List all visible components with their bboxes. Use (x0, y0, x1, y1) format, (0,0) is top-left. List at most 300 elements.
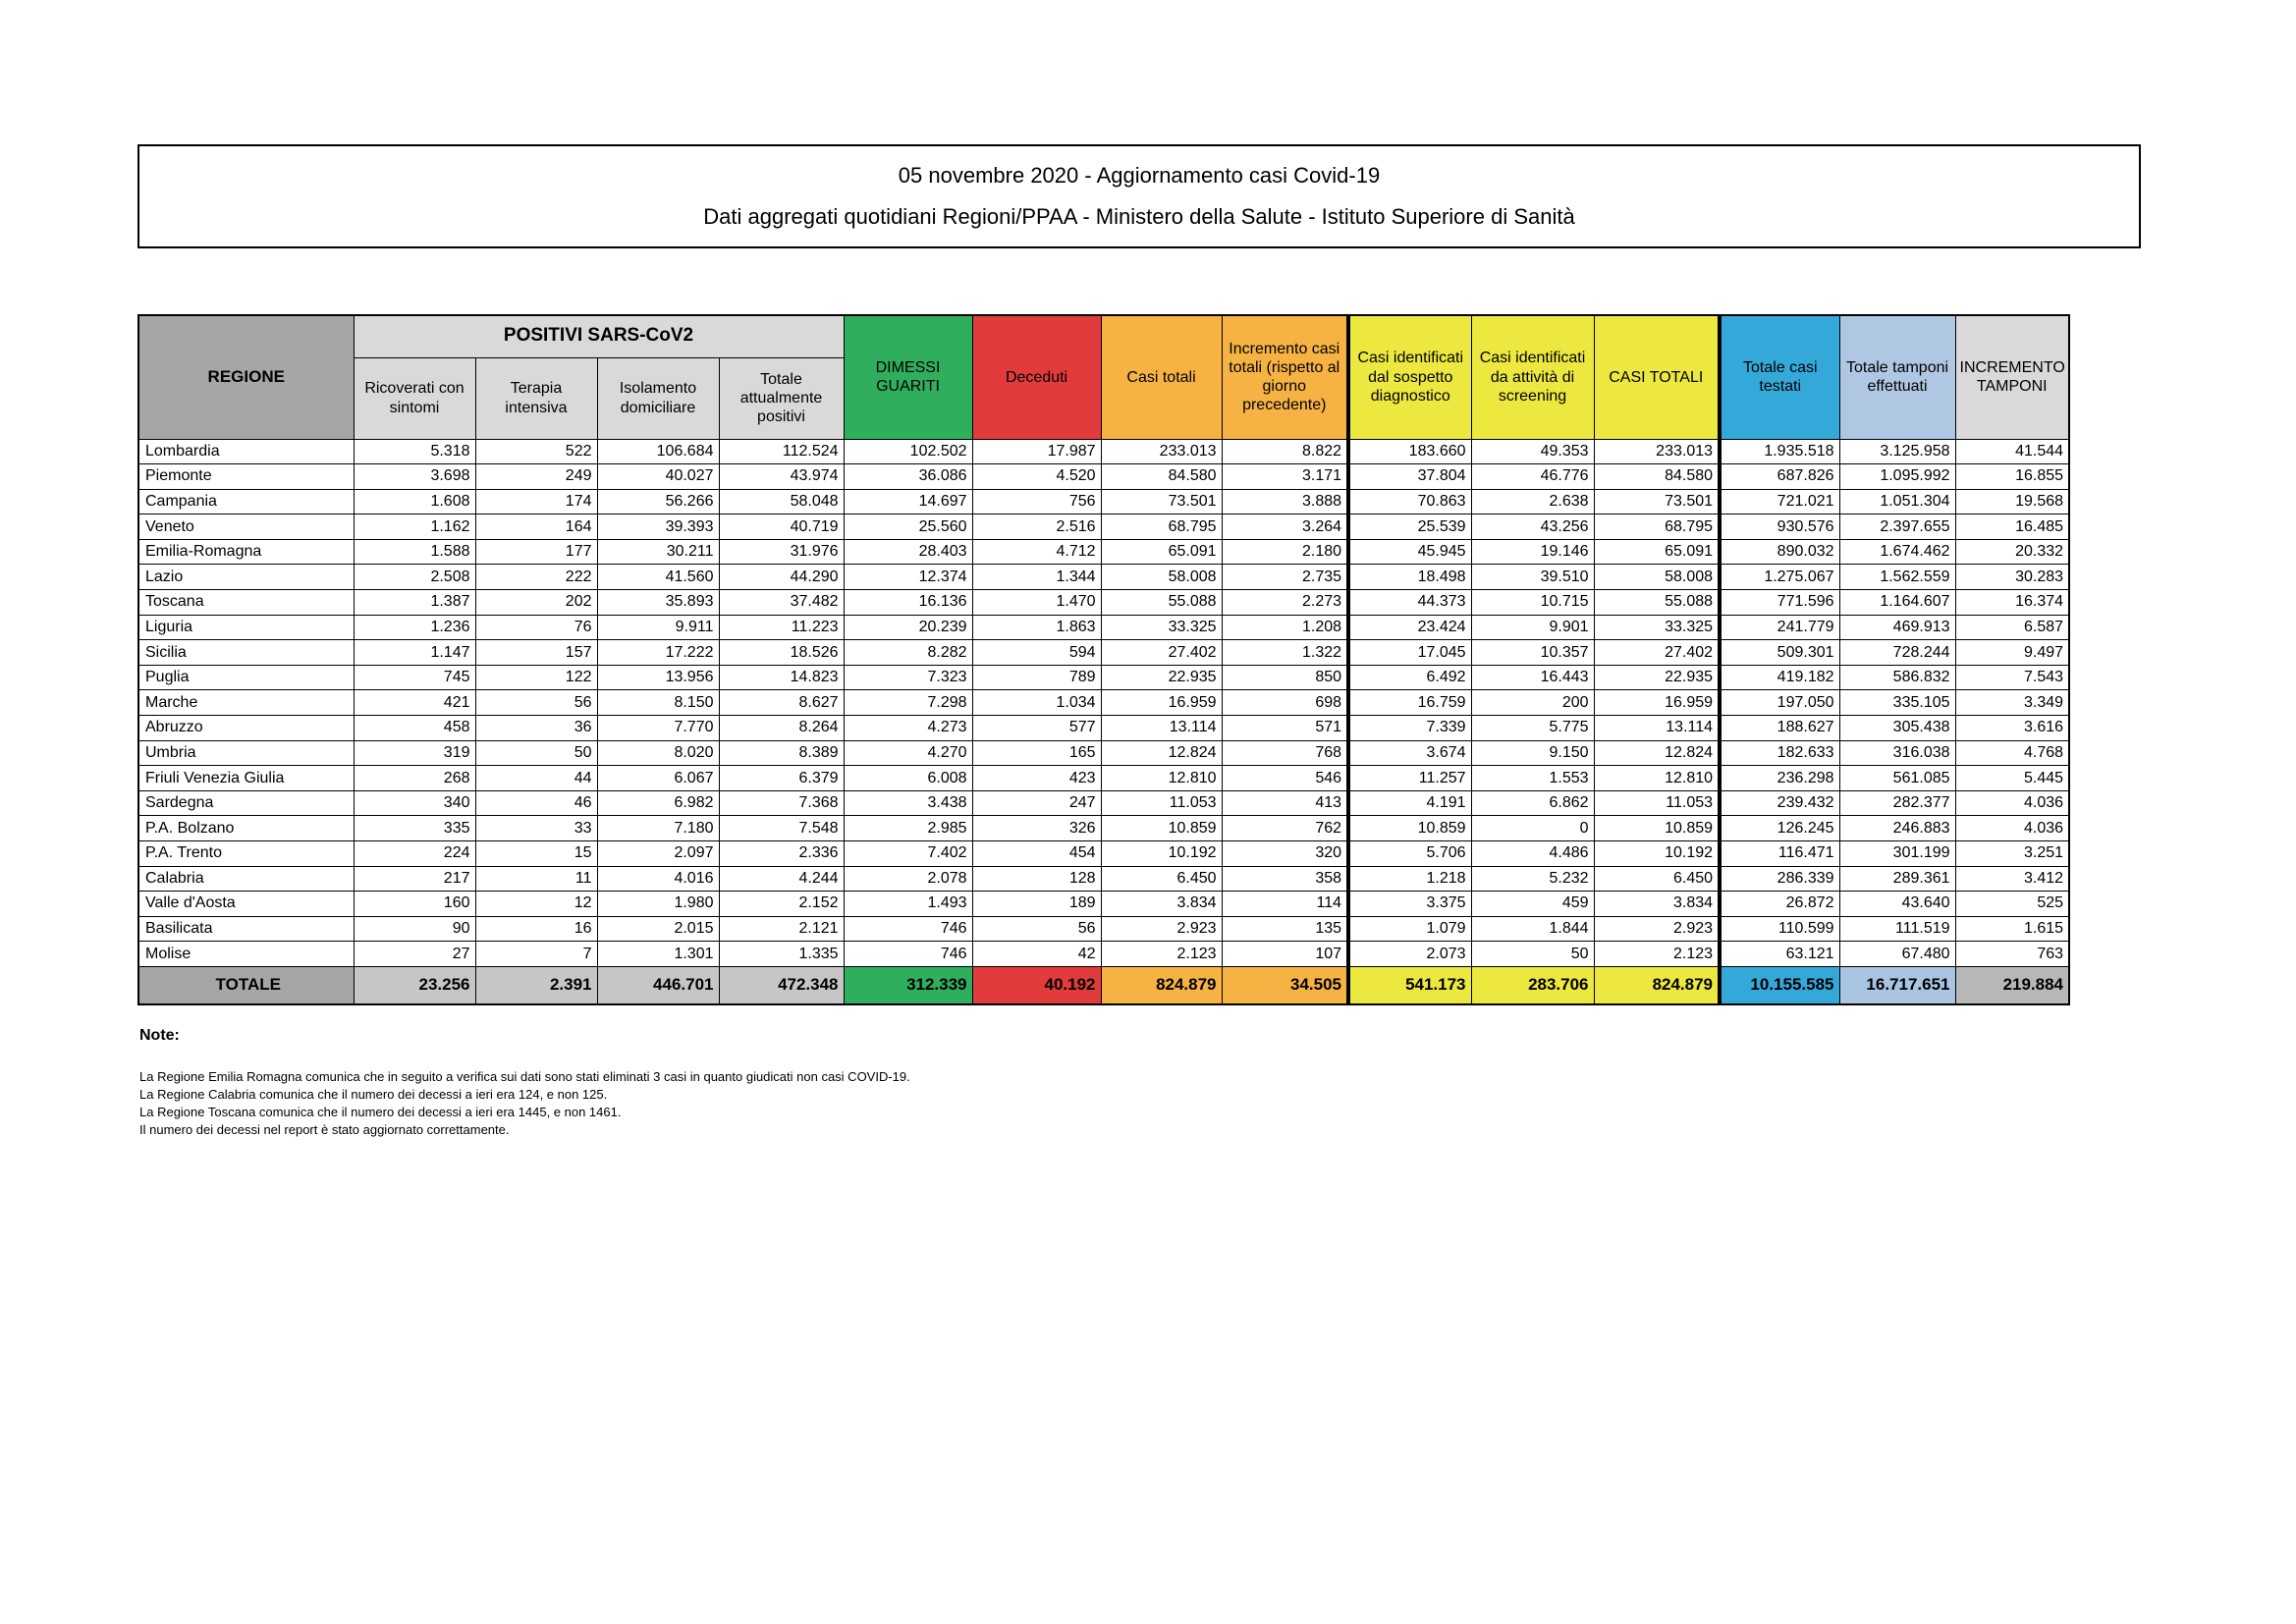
column-header-ricoverati-con-sintomi: Ricoverati con sintomi (354, 357, 475, 439)
table-row (138, 665, 2069, 690)
value-cell: 1.275.067 (1720, 565, 1839, 590)
value-cell: 571 (1222, 716, 1348, 741)
value-cell: 2.180 (1222, 539, 1348, 565)
value-cell: 5.706 (1348, 841, 1471, 867)
value-cell: 6.982 (597, 790, 719, 816)
value-cell: 824.879 (1594, 966, 1720, 1004)
value-cell: 6.008 (844, 766, 972, 791)
value-cell: 16.959 (1101, 690, 1222, 716)
value-cell: 157 (475, 640, 597, 666)
value-cell: 3.412 (1955, 866, 2069, 892)
value-cell: 224 (354, 841, 475, 867)
region-name: Puglia (138, 665, 354, 690)
value-cell: 197.050 (1720, 690, 1839, 716)
column-header-isolamento-domiciliare: Isolamento domiciliare (597, 357, 719, 439)
region-name: Toscana (138, 590, 354, 616)
value-cell: 55.088 (1594, 590, 1720, 616)
value-cell: 1.095.992 (1839, 464, 1955, 490)
value-cell: 135 (1222, 916, 1348, 942)
value-cell: 3.264 (1222, 514, 1348, 540)
table-row (138, 565, 2069, 590)
value-cell: 11.053 (1101, 790, 1222, 816)
value-cell: 305.438 (1839, 716, 1955, 741)
value-cell: 12.374 (844, 565, 972, 590)
value-cell: 30.211 (597, 539, 719, 565)
value-cell: 2.516 (972, 514, 1101, 540)
value-cell: 16.374 (1955, 590, 2069, 616)
value-cell: 6.450 (1101, 866, 1222, 892)
value-cell: 8.627 (719, 690, 844, 716)
value-cell: 14.823 (719, 665, 844, 690)
region-name: Veneto (138, 514, 354, 540)
column-header-casi-totali: Casi totali (1101, 315, 1222, 439)
value-cell: 10.155.585 (1720, 966, 1839, 1004)
value-cell: 55.088 (1101, 590, 1222, 616)
value-cell: 122 (475, 665, 597, 690)
value-cell: 10.859 (1348, 816, 1471, 841)
report-title-line1: 05 novembre 2020 - Aggiornamento casi Covid-19 (898, 162, 1381, 188)
value-cell: 12.810 (1101, 766, 1222, 791)
value-cell: 84.580 (1594, 464, 1720, 490)
value-cell: 222 (475, 565, 597, 590)
value-cell: 301.199 (1839, 841, 1955, 867)
value-cell: 1.863 (972, 615, 1101, 640)
value-cell: 73.501 (1101, 489, 1222, 514)
value-cell: 4.520 (972, 464, 1101, 490)
table-row (138, 640, 2069, 666)
value-cell: 18.498 (1348, 565, 1471, 590)
value-cell: 763 (1955, 942, 2069, 967)
value-cell: 16.855 (1955, 464, 2069, 490)
value-cell: 7.770 (597, 716, 719, 741)
value-cell: 236.298 (1720, 766, 1839, 791)
value-cell: 23.424 (1348, 615, 1471, 640)
table-row (138, 514, 2069, 540)
value-cell: 2.985 (844, 816, 972, 841)
value-cell: 698 (1222, 690, 1348, 716)
value-cell: 0 (1471, 816, 1594, 841)
value-cell: 771.596 (1720, 590, 1839, 616)
region-name: Piemonte (138, 464, 354, 490)
value-cell: 41.560 (597, 565, 719, 590)
value-cell: 5.318 (354, 439, 475, 464)
value-cell: 11.257 (1348, 766, 1471, 791)
value-cell: 454 (972, 841, 1101, 867)
value-cell: 70.863 (1348, 489, 1471, 514)
table-header-row-1 (138, 315, 2069, 357)
value-cell: 16.485 (1955, 514, 2069, 540)
value-cell: 36 (475, 716, 597, 741)
value-cell: 1.615 (1955, 916, 2069, 942)
region-name: Basilicata (138, 916, 354, 942)
value-cell: 44.290 (719, 565, 844, 590)
value-cell: 930.576 (1720, 514, 1839, 540)
value-cell: 33.325 (1101, 615, 1222, 640)
value-cell: 7.368 (719, 790, 844, 816)
value-cell: 469.913 (1839, 615, 1955, 640)
value-cell: 2.123 (1594, 942, 1720, 967)
value-cell: 22.935 (1101, 665, 1222, 690)
value-cell: 43.640 (1839, 892, 1955, 917)
column-header-casi-screening: Casi identificati da attività di screening (1471, 315, 1594, 439)
column-header-dimessi-guariti: DIMESSI GUARITI (844, 315, 972, 439)
note-line: La Regione Calabria comunica che il numero dei decessi a ieri era 124, e non 125. (139, 1087, 608, 1102)
value-cell: 247 (972, 790, 1101, 816)
region-name: Campania (138, 489, 354, 514)
value-cell: 1.322 (1222, 640, 1348, 666)
value-cell: 16 (475, 916, 597, 942)
totale-row (138, 966, 2069, 1004)
value-cell: 2.121 (719, 916, 844, 942)
notes-title: Note: (139, 1027, 180, 1044)
value-cell: 174 (475, 489, 597, 514)
value-cell: 890.032 (1720, 539, 1839, 565)
value-cell: 42 (972, 942, 1101, 967)
value-cell: 65.091 (1594, 539, 1720, 565)
value-cell: 541.173 (1348, 966, 1471, 1004)
covid-table (137, 314, 2070, 1005)
value-cell: 423 (972, 766, 1101, 791)
value-cell: 2.735 (1222, 565, 1348, 590)
value-cell: 43.974 (719, 464, 844, 490)
table-body (138, 439, 2069, 966)
region-name: Lazio (138, 565, 354, 590)
value-cell: 106.684 (597, 439, 719, 464)
note-line: La Regione Emilia Romagna comunica che in seguito a verifica sui dati sono stati eliminati 3 casi in quanto giudicati non casi COVID-19. (139, 1069, 910, 1084)
value-cell: 8.822 (1222, 439, 1348, 464)
value-cell: 182.633 (1720, 740, 1839, 766)
value-cell: 746 (844, 942, 972, 967)
value-cell: 421 (354, 690, 475, 716)
value-cell: 65.091 (1101, 539, 1222, 565)
value-cell: 16.759 (1348, 690, 1471, 716)
value-cell: 4.244 (719, 866, 844, 892)
value-cell: 762 (1222, 816, 1348, 841)
value-cell: 19.146 (1471, 539, 1594, 565)
value-cell: 27 (354, 942, 475, 967)
value-cell: 6.450 (1594, 866, 1720, 892)
value-cell: 40.027 (597, 464, 719, 490)
value-cell: 13.114 (1101, 716, 1222, 741)
value-cell: 1.674.462 (1839, 539, 1955, 565)
region-name: Lombardia (138, 439, 354, 464)
value-cell: 6.067 (597, 766, 719, 791)
value-cell: 4.016 (597, 866, 719, 892)
value-cell: 458 (354, 716, 475, 741)
value-cell: 9.911 (597, 615, 719, 640)
value-cell: 114 (1222, 892, 1348, 917)
column-header-incremento-casi-totali: Incremento casi totali (rispetto al giorno precedente) (1222, 315, 1348, 439)
group-header-positivi-sars-cov2: POSITIVI SARS-CoV2 (354, 315, 844, 357)
value-cell: 7.339 (1348, 716, 1471, 741)
value-cell: 8.264 (719, 716, 844, 741)
value-cell: 27.402 (1594, 640, 1720, 666)
totale-label: TOTALE (138, 966, 354, 1004)
value-cell: 2.508 (354, 565, 475, 590)
value-cell: 37.804 (1348, 464, 1471, 490)
value-cell: 116.471 (1720, 841, 1839, 867)
table-row (138, 866, 2069, 892)
value-cell: 1.236 (354, 615, 475, 640)
value-cell: 50 (1471, 942, 1594, 967)
value-cell: 13.956 (597, 665, 719, 690)
column-header-totale-casi-testati: Totale casi testati (1720, 315, 1839, 439)
value-cell: 1.562.559 (1839, 565, 1955, 590)
value-cell: 12.824 (1594, 740, 1720, 766)
value-cell: 2.273 (1222, 590, 1348, 616)
region-name: Sicilia (138, 640, 354, 666)
table-row (138, 439, 2069, 464)
value-cell: 2.336 (719, 841, 844, 867)
value-cell: 1.147 (354, 640, 475, 666)
table-row (138, 615, 2069, 640)
value-cell: 67.480 (1839, 942, 1955, 967)
value-cell: 239.432 (1720, 790, 1839, 816)
value-cell: 219.884 (1955, 966, 2069, 1004)
table-row (138, 766, 2069, 791)
value-cell: 6.862 (1471, 790, 1594, 816)
value-cell: 40.719 (719, 514, 844, 540)
value-cell: 44.373 (1348, 590, 1471, 616)
value-cell: 36.086 (844, 464, 972, 490)
value-cell: 3.674 (1348, 740, 1471, 766)
value-cell: 316.038 (1839, 740, 1955, 766)
value-cell: 459 (1471, 892, 1594, 917)
value-cell: 2.078 (844, 866, 972, 892)
value-cell: 1.344 (972, 565, 1101, 590)
value-cell: 5.775 (1471, 716, 1594, 741)
table-row (138, 489, 2069, 514)
value-cell: 282.377 (1839, 790, 1955, 816)
region-name: Calabria (138, 866, 354, 892)
value-cell: 413 (1222, 790, 1348, 816)
region-name: Liguria (138, 615, 354, 640)
value-cell: 1.470 (972, 590, 1101, 616)
value-cell: 1.335 (719, 942, 844, 967)
value-cell: 1.493 (844, 892, 972, 917)
value-cell: 12.810 (1594, 766, 1720, 791)
value-cell: 320 (1222, 841, 1348, 867)
value-cell: 4.273 (844, 716, 972, 741)
value-cell: 561.085 (1839, 766, 1955, 791)
note-line: Il numero dei decessi nel report è stato aggiornato correttamente. (139, 1122, 510, 1137)
value-cell: 1.164.607 (1839, 590, 1955, 616)
value-cell: 3.375 (1348, 892, 1471, 917)
value-cell: 728.244 (1839, 640, 1955, 666)
value-cell: 160 (354, 892, 475, 917)
column-header-regione: REGIONE (138, 315, 354, 439)
table-row (138, 740, 2069, 766)
value-cell: 1.301 (597, 942, 719, 967)
value-cell: 586.832 (1839, 665, 1955, 690)
value-cell: 1.844 (1471, 916, 1594, 942)
value-cell: 746 (844, 916, 972, 942)
table-row (138, 690, 2069, 716)
value-cell: 39.510 (1471, 565, 1594, 590)
value-cell: 23.256 (354, 966, 475, 1004)
value-cell: 110.599 (1720, 916, 1839, 942)
value-cell: 183.660 (1348, 439, 1471, 464)
value-cell: 3.349 (1955, 690, 2069, 716)
value-cell: 1.218 (1348, 866, 1471, 892)
value-cell: 594 (972, 640, 1101, 666)
value-cell: 4.486 (1471, 841, 1594, 867)
value-cell: 246.883 (1839, 816, 1955, 841)
value-cell: 56.266 (597, 489, 719, 514)
table-row (138, 841, 2069, 867)
value-cell: 10.192 (1594, 841, 1720, 867)
value-cell: 335.105 (1839, 690, 1955, 716)
value-cell: 768 (1222, 740, 1348, 766)
value-cell: 2.152 (719, 892, 844, 917)
value-cell: 9.901 (1471, 615, 1594, 640)
value-cell: 233.013 (1101, 439, 1222, 464)
value-cell: 4.270 (844, 740, 972, 766)
value-cell: 756 (972, 489, 1101, 514)
value-cell: 11.223 (719, 615, 844, 640)
value-cell: 25.560 (844, 514, 972, 540)
column-header-deceduti: Deceduti (972, 315, 1101, 439)
value-cell: 17.045 (1348, 640, 1471, 666)
table-row (138, 790, 2069, 816)
value-cell: 509.301 (1720, 640, 1839, 666)
value-cell: 7.298 (844, 690, 972, 716)
value-cell: 13.114 (1594, 716, 1720, 741)
value-cell: 2.123 (1101, 942, 1222, 967)
value-cell: 6.492 (1348, 665, 1471, 690)
value-cell: 3.125.958 (1839, 439, 1955, 464)
value-cell: 546 (1222, 766, 1348, 791)
value-cell: 4.768 (1955, 740, 2069, 766)
value-cell: 241.779 (1720, 615, 1839, 640)
value-cell: 289.361 (1839, 866, 1955, 892)
value-cell: 128 (972, 866, 1101, 892)
value-cell: 111.519 (1839, 916, 1955, 942)
value-cell: 12 (475, 892, 597, 917)
value-cell: 340 (354, 790, 475, 816)
value-cell: 8.020 (597, 740, 719, 766)
table-row (138, 892, 2069, 917)
value-cell: 28.403 (844, 539, 972, 565)
table-row (138, 816, 2069, 841)
value-cell: 3.251 (1955, 841, 2069, 867)
value-cell: 164 (475, 514, 597, 540)
value-cell: 10.192 (1101, 841, 1222, 867)
value-cell: 20.239 (844, 615, 972, 640)
value-cell: 850 (1222, 665, 1348, 690)
value-cell: 37.482 (719, 590, 844, 616)
value-cell: 25.539 (1348, 514, 1471, 540)
value-cell: 17.987 (972, 439, 1101, 464)
region-name: Emilia-Romagna (138, 539, 354, 565)
value-cell: 1.608 (354, 489, 475, 514)
value-cell: 20.332 (1955, 539, 2069, 565)
value-cell: 446.701 (597, 966, 719, 1004)
value-cell: 1.588 (354, 539, 475, 565)
value-cell: 7.543 (1955, 665, 2069, 690)
value-cell: 745 (354, 665, 475, 690)
value-cell: 126.245 (1720, 816, 1839, 841)
value-cell: 5.445 (1955, 766, 2069, 791)
value-cell: 45.945 (1348, 539, 1471, 565)
value-cell: 11.053 (1594, 790, 1720, 816)
region-name: Sardegna (138, 790, 354, 816)
notes-lines (139, 1068, 910, 1139)
value-cell: 2.923 (1594, 916, 1720, 942)
value-cell: 16.136 (844, 590, 972, 616)
covid-table-wrapper (137, 314, 2070, 1005)
value-cell: 7 (475, 942, 597, 967)
value-cell: 9.150 (1471, 740, 1594, 766)
value-cell: 112.524 (719, 439, 844, 464)
value-cell: 2.638 (1471, 489, 1594, 514)
title-box (137, 144, 2141, 248)
report-title-line2: Dati aggregati quotidiani Regioni/PPAA - Ministero della Salute - Istituto Superiore di Sanità (703, 204, 1575, 230)
value-cell: 58.008 (1101, 565, 1222, 590)
value-cell: 46 (475, 790, 597, 816)
value-cell: 3.171 (1222, 464, 1348, 490)
region-name: Abruzzo (138, 716, 354, 741)
value-cell: 102.502 (844, 439, 972, 464)
value-cell: 58.048 (719, 489, 844, 514)
value-cell: 1.208 (1222, 615, 1348, 640)
value-cell: 14.697 (844, 489, 972, 514)
value-cell: 15 (475, 841, 597, 867)
value-cell: 5.232 (1471, 866, 1594, 892)
value-cell: 8.282 (844, 640, 972, 666)
value-cell: 319 (354, 740, 475, 766)
value-cell: 19.568 (1955, 489, 2069, 514)
value-cell: 26.872 (1720, 892, 1839, 917)
table-row (138, 916, 2069, 942)
value-cell: 7.323 (844, 665, 972, 690)
value-cell: 33.325 (1594, 615, 1720, 640)
value-cell: 1.935.518 (1720, 439, 1839, 464)
value-cell: 286.339 (1720, 866, 1839, 892)
value-cell: 68.795 (1101, 514, 1222, 540)
value-cell: 58.008 (1594, 565, 1720, 590)
value-cell: 27.402 (1101, 640, 1222, 666)
value-cell: 41.544 (1955, 439, 2069, 464)
table-foot (138, 966, 2069, 1004)
value-cell: 1.980 (597, 892, 719, 917)
value-cell: 1.553 (1471, 766, 1594, 791)
value-cell: 177 (475, 539, 597, 565)
value-cell: 824.879 (1101, 966, 1222, 1004)
value-cell: 90 (354, 916, 475, 942)
value-cell: 419.182 (1720, 665, 1839, 690)
value-cell: 31.976 (719, 539, 844, 565)
note-line: La Regione Toscana comunica che il numero dei decessi a ieri era 1445, e non 1461. (139, 1105, 622, 1119)
value-cell: 10.357 (1471, 640, 1594, 666)
value-cell: 525 (1955, 892, 2069, 917)
value-cell: 44 (475, 766, 597, 791)
region-name: Valle d'Aosta (138, 892, 354, 917)
value-cell: 17.222 (597, 640, 719, 666)
value-cell: 312.339 (844, 966, 972, 1004)
value-cell: 107 (1222, 942, 1348, 967)
value-cell: 12.824 (1101, 740, 1222, 766)
value-cell: 472.348 (719, 966, 844, 1004)
value-cell: 189 (972, 892, 1101, 917)
value-cell: 10.715 (1471, 590, 1594, 616)
value-cell: 326 (972, 816, 1101, 841)
value-cell: 200 (1471, 690, 1594, 716)
value-cell: 16.717.651 (1839, 966, 1955, 1004)
table-row (138, 716, 2069, 741)
region-name: P.A. Trento (138, 841, 354, 867)
value-cell: 4.036 (1955, 816, 2069, 841)
